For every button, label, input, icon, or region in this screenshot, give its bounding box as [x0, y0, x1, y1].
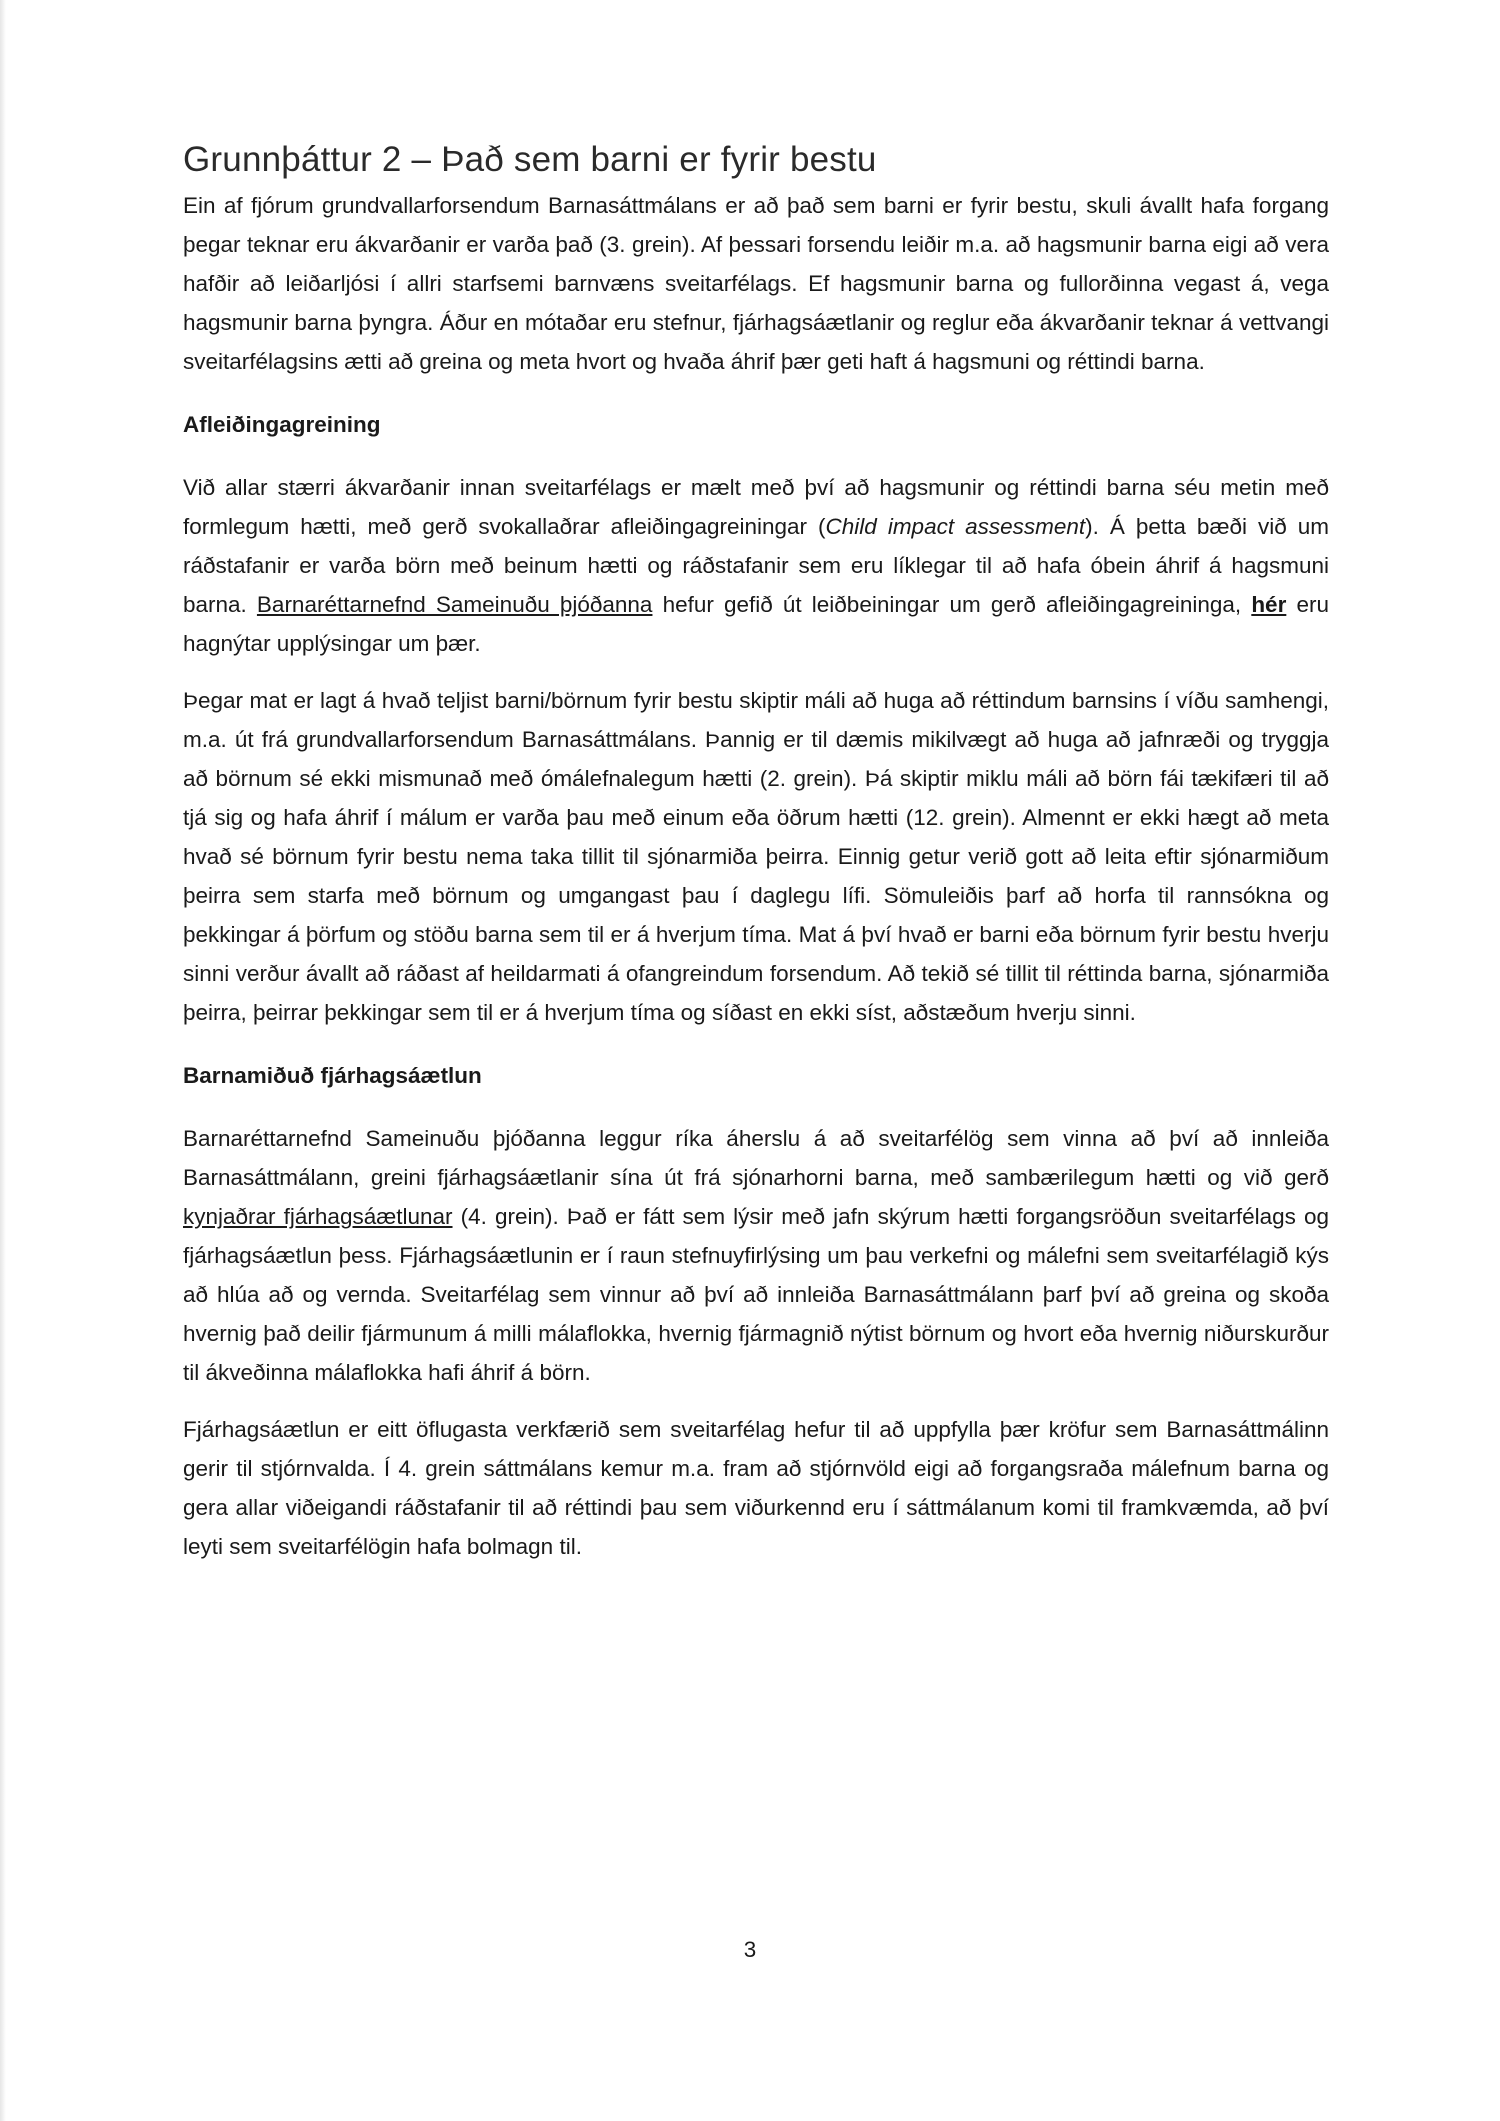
subheading-impact-assessment: Afleiðingagreining [183, 412, 381, 437]
page-content [183, 138, 1329, 1584]
budget-tool-paragraph: Fjárhagsáætlun er eitt öflugasta verkfærið sem sveitarfélag hefur til að uppfylla þær kröfur sem Barnasáttmálinn gerir til stjórnvalda. Í 4. grein sáttmálans kemur m.a. fram að stjórnvöld eigi að forgangsraða málefnum barna og gera allar viðeigandi ráðstafanir til að réttindi þau sem viðurkennd eru í sáttmálanum komi til framkvæmda, að því leyti sem sveitarfélögin hafa bolmagn til. [183, 1417, 1329, 1559]
italic-term: Child impact assessment [825, 514, 1086, 539]
impact-assessment-paragraph [183, 468, 1329, 663]
child-budget-paragraph [183, 1119, 1329, 1392]
text-run: Barnaréttarnefnd Sameinuðu þjóðanna leggur ríka áherslu á að sveitarfélög sem vinna að því að innleiða Barnasáttmálann, greini fjárhagsáætlanir sína út frá sjónarhorni barna, með sambærilegum hætti og við gerð [183, 1126, 1329, 1190]
text-run: (4. grein). Það er fátt sem lýsir með jafn skýrum hætti forgangsröðun sveitarfélags og fjárhagsáætlun þess. Fjárhagsáætlunin er í raun stefnuyfirlýsing um þau verkefni og málefni sem sveitarfélagið kýs að hlúa að og vernda. Sveitarfélag sem vinnur að því að innleiða Barnasáttmálann þarf því að greina og skoða hvernig það deilir fjármunum á milli málaflokka, hvernig fjármagnið nýtist börnum og hvort eða hvernig niðurskurður til ákveðinna málaflokka hafi áhrif á börn. [183, 1204, 1329, 1385]
page-edge-shadow [0, 0, 6, 2121]
un-committee-link[interactable]: Barnaréttarnefnd Sameinuðu þjóðanna [256, 592, 653, 617]
here-link[interactable]: hér [1251, 592, 1287, 617]
text-run: ). Á þetta bæði við um ráðstafanir er varða börn með beinum hætti og ráðstafanir sem eru líklegar til að hafa óbein áhrif á hagsmuni barna. [183, 514, 1329, 617]
text-run: eru hagnýtar upplýsingar um þær. [183, 592, 1329, 656]
section-title: Grunnþáttur 2 – Það sem barni er fyrir bestu [183, 140, 877, 179]
gender-budget-link[interactable]: kynjaðrar fjárhagsáætlunar [183, 1204, 453, 1229]
subheading-child-budget: Barnamiðuð fjárhagsáætlun [183, 1063, 482, 1088]
text-run: hefur gefið út leiðbeiningar um gerð afleiðingagreininga, [652, 592, 1252, 617]
text-run: Við allar stærri ákvarðanir innan sveitarfélags er mælt með því að hagsmunir og réttindi barna séu metin með formlegum hætti, með gerð svokallaðrar afleiðingagreiningar ( [183, 475, 1329, 539]
best-interests-paragraph: Þegar mat er lagt á hvað teljist barni/börnum fyrir bestu skiptir máli að huga að réttindum barnsins í víðu samhengi, m.a. út frá grundvallarforsendum Barnasáttmálans. Þannig er til dæmis mikilvægt að huga að jafnræði og tryggja að börnum sé ekki mismunað með ómálefnalegum hætti (2. grein). Þá skiptir miklu máli að börn fái tækifæri til að tjá sig og hafa áhrif í málum er varða þau með einum eða öðrum hætti (12. grein). Almennt er ekki hægt að meta hvað sé börnum fyrir bestu nema taka tillit til sjónarmiða þeirra. Einnig getur verið gott að leita eftir sjónarmiðum þeirra sem starfa með börnum og umgangast þau í daglegu lífi. Sömuleiðis þarf að horfa til rannsókna og þekkingar á þörfum og stöðu barna sem til er á hverjum tíma. Mat á því hvað er barni eða börnum fyrir bestu hverju sinni verður ávallt að ráðast af heildarmati á ofangreindum forsendum. Að tekið sé tillit til réttinda barna, sjónarmiða þeirra, þeirrar þekkingar sem til er á hverjum tíma og síðast en ekki síst, aðstæðum hverju sinni. [183, 688, 1329, 1025]
intro-paragraph: Ein af fjórum grundvallarforsendum Barnasáttmálans er að það sem barni er fyrir bestu, skuli ávallt hafa forgang þegar teknar eru ákvarðanir er varða það (3. grein). Af þessari forsendu leiðir m.a. að hagsmunir barna eigi að vera hafðir að leiðarljósi í allri starfsemi barnvæns sveitarfélags. Ef hagsmunir barna og fullorðinna vegast á, vega hagsmunir barna þyngra. Áður en mótaðar eru stefnur, fjárhagsáætlanir og reglur eða ákvarðanir teknar á vettvangi sveitarfélagsins ætti að greina og meta hvort og hvaða áhrif þær geti haft á hagsmuni og réttindi barna. [183, 193, 1329, 374]
page-number: 3 [743, 1937, 757, 1962]
